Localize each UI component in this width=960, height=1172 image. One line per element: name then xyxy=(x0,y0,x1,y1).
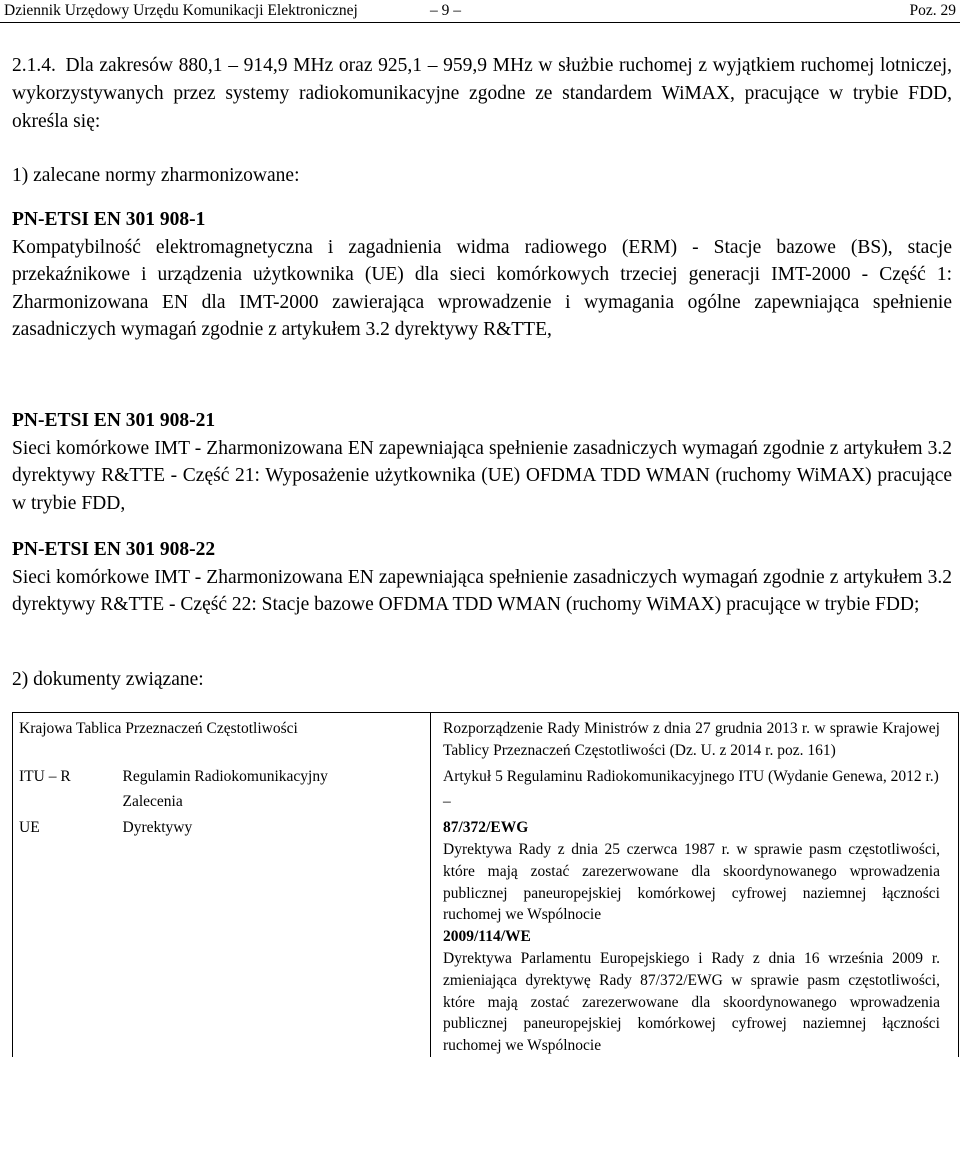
table-cell-type: Dyrektywy xyxy=(122,819,193,837)
table-cell-org xyxy=(13,787,117,813)
table-cell-value: Artykuł 5 Regulaminu Radiokomunikacyjnego ITU (Wydanie Genewa, 2012 r.) xyxy=(431,762,959,788)
item-related-documents: 2) dokumenty związane: xyxy=(12,669,204,690)
table-cell-label: Krajowa Tablica Przeznaczeń Częstotliwości xyxy=(13,713,431,762)
related-documents-table xyxy=(12,712,959,1057)
standard-entry xyxy=(12,536,952,619)
directive-description: Dyrektywa Parlamentu Europejskiego i Rady z dnia 16 września 2009 r. zmieniająca dyrektywę Rady 87/372/EWG w sprawie pasm częstotliwości, które mają zostać zarezerwowane dla skoordynowanego wprowadzenia publicznej paneuropejskiej komórkowej cyfrowej naziemnej łączności ruchomej we Wspólnocie xyxy=(443,949,940,1055)
section-number: 2.1.4. xyxy=(12,55,56,76)
table-row xyxy=(13,762,959,788)
intro-text: Dla zakresów 880,1 – 914,9 MHz oraz 925,1 – 959,9 MHz w służbie ruchomej z wyjątkiem ruchomej lotniczej, wykorzystywanych przez systemy radiokomunikacyjne zgodne ze standardem WiMAX, pracujące w trybie FDD, określa się: xyxy=(12,55,952,132)
standard-entry xyxy=(12,206,952,344)
standard-code: PN-ETSI EN 301 908-22 xyxy=(12,539,216,560)
table-cell-value: – xyxy=(431,787,959,813)
page-header xyxy=(0,0,960,23)
standard-code: PN-ETSI EN 301 908-21 xyxy=(12,410,216,431)
standard-entry xyxy=(12,407,952,517)
table-cell-value: Rozporządzenie Rady Ministrów z dnia 27 grudnia 2013 r. w sprawie Krajowej Tablicy Przeznaczeń Częstotliwości (Dz. U. z 2014 r. poz. 161) xyxy=(431,713,959,762)
journal-title: Dziennik Urzędowy Urzędu Komunikacji Elektronicznej xyxy=(4,2,358,19)
table-row xyxy=(13,713,959,762)
directive-description: Dyrektywa Rady z dnia 25 czerwca 1987 r. w sprawie pasm częstotliwości, które mają zostać zarezerwowane dla skoordynowanego wprowadzenia publicznej paneuropejskiej komórkowej cyfrowej naziemnej łączności ruchomej we Wspólnocie xyxy=(443,840,940,924)
standard-description: Sieci komórkowe IMT - Zharmonizowana EN zapewniająca spełnienie zasadniczych wymagań zgodnie z artykułem 3.2 dyrektywy R&TTE - Część 22: Stacje bazowe OFDMA TDD WMAN (ruchomy WiMAX) pracujące w trybie FDD; xyxy=(12,566,952,615)
standard-description: Kompatybilność elektromagnetyczna i zagadnienia widma radiowego (ERM) - Stacje bazowe (BS), stacje przekaźnikowe i urządzenia użytkownika (UE) dla sieci komórkowych trzeciej generacji IMT-2000 - Część 1: Zharmonizowana EN dla IMT-2000 zawierająca wprowadzenie i wymagania ogólne zapewniająca spełnienie zasadniczych wymagań zgodnie z artykułem 3.2 dyrektywy R&TTE, xyxy=(12,236,952,340)
directive-number: 87/372/EWG xyxy=(443,819,529,837)
table-cell-value xyxy=(431,813,959,1057)
table-cell-org: UE xyxy=(13,813,117,1057)
table-cell-org: ITU – R xyxy=(13,762,117,788)
intro-paragraph xyxy=(12,52,952,136)
page-number: – 9 – xyxy=(430,2,461,19)
standard-description: Sieci komórkowe IMT - Zharmonizowana EN zapewniająca spełnienie zasadniczych wymagań zgodnie z artykułem 3.2 dyrektywy R&TTE - Część 21: Wyposażenie użytkownika (UE) OFDMA TDD WMAN (ruchomy WiMAX) pracujące w trybie FDD, xyxy=(12,437,952,514)
standard-code: PN-ETSI EN 301 908-1 xyxy=(12,209,206,230)
position-number: Poz. 29 xyxy=(909,2,956,19)
table-row xyxy=(13,787,959,813)
directive-number: 2009/114/WE xyxy=(443,928,531,946)
item-recommended-standards: 1) zalecane normy zharmonizowane: xyxy=(12,165,300,186)
table-cell-type: Regulamin Radiokomunikacyjny xyxy=(122,767,328,785)
table-cell-type: Zalecenia xyxy=(122,793,183,811)
table-row xyxy=(13,813,959,1057)
